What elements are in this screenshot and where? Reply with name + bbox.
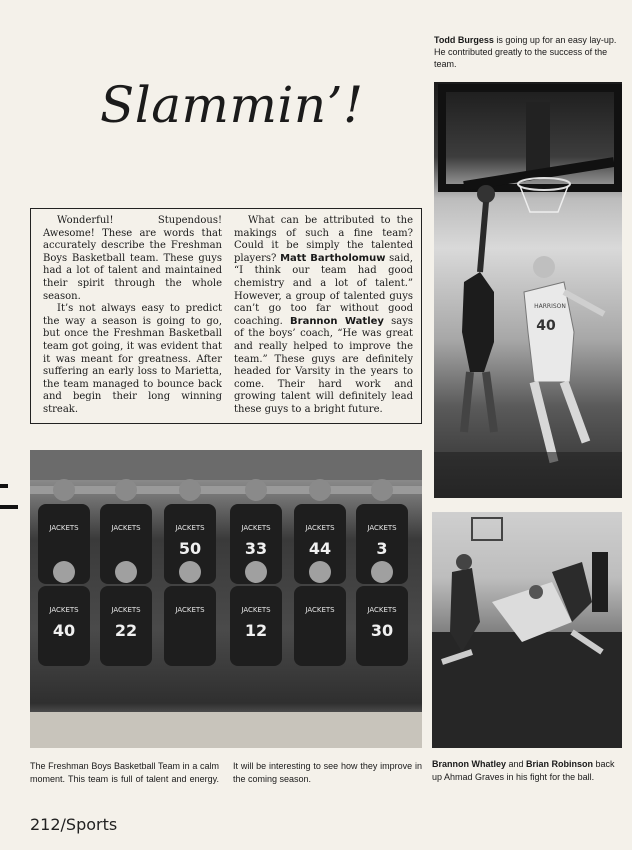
jersey-number: 30 bbox=[370, 621, 394, 640]
jersey-word: JACKETS bbox=[49, 524, 79, 532]
article-text bbox=[30, 208, 422, 424]
jersey-number: 44 bbox=[308, 539, 332, 558]
player-head bbox=[53, 479, 75, 501]
jersey-number: 40 bbox=[52, 621, 76, 640]
loose-ball-photo-illustration bbox=[432, 512, 622, 748]
caption-player-name: Todd Burgess bbox=[434, 35, 494, 45]
article-paragraph bbox=[234, 215, 413, 417]
front-row-players bbox=[38, 561, 408, 666]
caption-text: and bbox=[506, 759, 527, 769]
jersey-number: 50 bbox=[178, 539, 202, 558]
jersey-word: JACKETS bbox=[305, 524, 335, 532]
player-name: Brannon Watley bbox=[290, 315, 384, 327]
jersey-number: 3 bbox=[376, 539, 388, 558]
page-headline: Slammin’! bbox=[100, 76, 364, 134]
jersey-word: JACKETS bbox=[305, 606, 335, 614]
article-text-span: What can be attributed to the makings of such a fine team? Could it be simply the talented players? bbox=[234, 215, 413, 264]
article-text-span: says of the boys’ coach, “He was great and really helped to improve the team.” These guys are definitely headed for Varsity in the years to come. Their hard work and growing talent will definitely lead these guys to a bright future. bbox=[234, 315, 413, 415]
bottom-right-caption bbox=[432, 758, 624, 783]
caption-player-name: Brian Robinson bbox=[526, 759, 594, 769]
jersey-number: 33 bbox=[244, 539, 268, 558]
edge-tab bbox=[0, 505, 18, 509]
page-number: 212/Sports bbox=[30, 815, 118, 834]
player-head bbox=[309, 561, 331, 583]
jersey-word: JACKETS bbox=[367, 606, 397, 614]
article-paragraph: It’s not always easy to predict the way a season is going to go, but once the Freshman Basketball team got going, it was evident that it was meant for greatness. After suffering an early loss to Marietta, the team managed to bounce back and begin their long winning streak. bbox=[43, 303, 222, 415]
player-head bbox=[371, 479, 393, 501]
jersey-word: JACKETS bbox=[175, 606, 205, 614]
jersey-word: JACKETS bbox=[111, 524, 141, 532]
player-head bbox=[115, 561, 137, 583]
player-head bbox=[245, 561, 267, 583]
player-head bbox=[371, 561, 393, 583]
article-paragraph: Wonderful! Stupendous! Awesome! These are words that accurately describe the Freshman Boys Basketball team. These guys had a lot of talent and maintained their spirit through the whole season. bbox=[43, 215, 222, 302]
layup-photo-illustration bbox=[434, 82, 622, 498]
jersey-word: JACKETS bbox=[49, 606, 79, 614]
jersey-word: JACKETS bbox=[111, 606, 141, 614]
loose-ball-photo bbox=[432, 512, 622, 748]
jersey-word: JACKETS bbox=[241, 606, 271, 614]
player-head bbox=[179, 479, 201, 501]
caption-text: is going up for an easy lay-up. He contributed greatly to the success of the team. bbox=[434, 35, 617, 69]
player-head bbox=[245, 479, 267, 501]
edge-tab bbox=[0, 484, 8, 488]
team-photo-illustration bbox=[30, 450, 422, 748]
jersey-word: JACKETS bbox=[367, 524, 397, 532]
opponent-jersey-word: HARRISON bbox=[534, 303, 566, 310]
caption-text: back up Ahmad Graves in his fight for the ball. bbox=[432, 759, 615, 782]
caption-player-name: Brannon Whatley bbox=[432, 759, 507, 769]
back-row-players bbox=[38, 479, 408, 584]
player-head bbox=[179, 561, 201, 583]
jersey-number: 12 bbox=[244, 621, 268, 640]
player-name: Matt Bartholomuw bbox=[280, 252, 386, 264]
team-photo-caption: The Freshman Boys Basketball Team in a calm moment. This team is full of talent and energy. It will be interesting to see how they improve in the coming season. bbox=[30, 761, 422, 784]
layup-photo bbox=[434, 82, 622, 498]
jersey-word: JACKETS bbox=[241, 524, 271, 532]
jersey-word: JACKETS bbox=[175, 524, 205, 532]
jersey-number: 22 bbox=[114, 621, 138, 640]
top-photo-caption bbox=[434, 34, 626, 70]
player-head bbox=[115, 479, 137, 501]
player-head bbox=[53, 561, 75, 583]
article-text-span: said, “I think our team had good chemistry and a lot of talent.” However, a group of talented guys can’t go too far without good coaching. bbox=[234, 252, 413, 327]
player-jersey bbox=[294, 586, 346, 666]
player-head bbox=[309, 479, 331, 501]
team-photo bbox=[30, 450, 422, 748]
player-jersey bbox=[164, 586, 216, 666]
opponent-jersey-number: 40 bbox=[536, 318, 556, 334]
